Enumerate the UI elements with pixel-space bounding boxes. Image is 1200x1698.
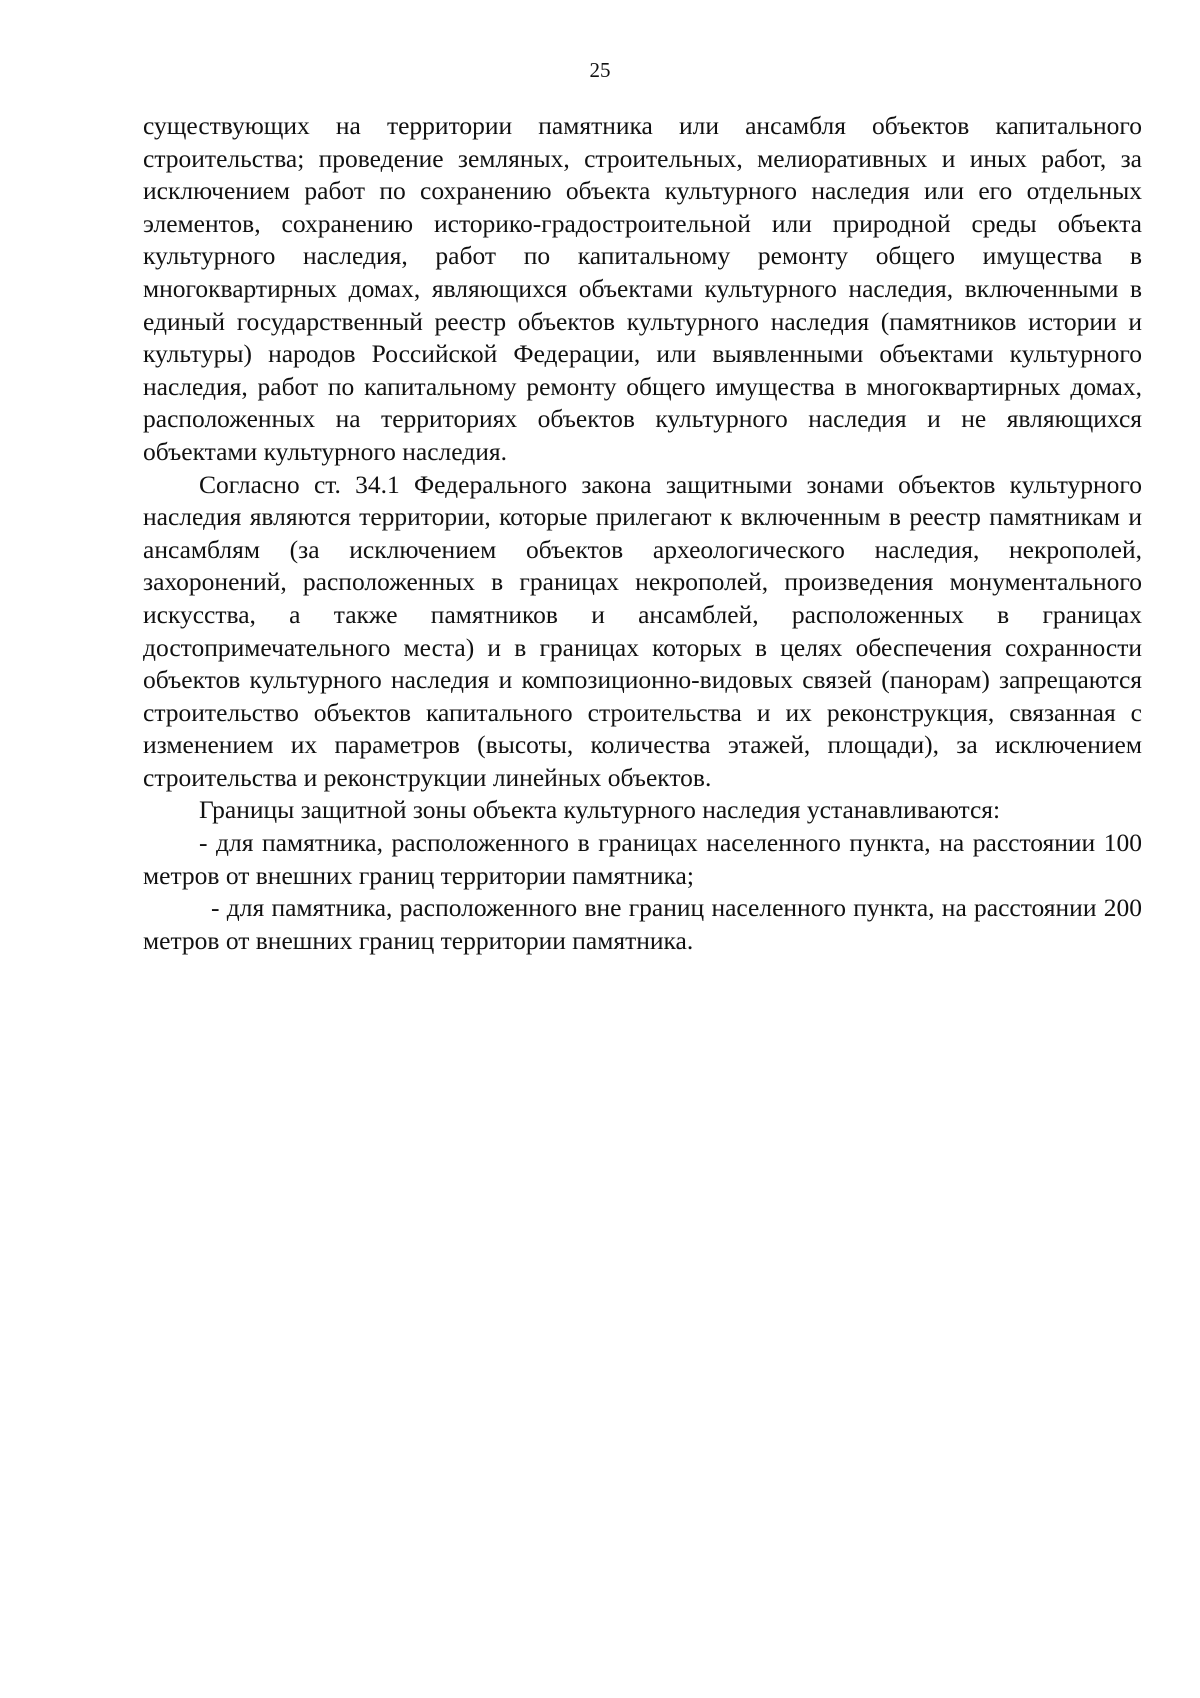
paragraph-zone-boundaries: Границы защитной зоны объекта культурного наследия устанавливаются: xyxy=(199,795,1001,825)
document-body xyxy=(143,110,1142,957)
paragraph-protective-zones: Согласно ст. 34.1 Федерального закона защитными зонами объектов культурного наследия являются территории, которые прилегают к включенным в реестр памятникам и ансамблям (за исключением объектов археологического наследия, некрополей, захоронений, расположенных в границах некрополей, произведения монументального искусства, а также памятников и ансамблей, расположенных в границах достопримечательного места) и в границах которых в целях обеспечения сохранности объектов культурного наследия и композиционно-видовых связей (панорам) запрещаются строительство объектов капитального строительства и их реконструкция, связанная с изменением их параметров (высоты, количества этажей, площади), за исключением строительства и реконструкции линейных объектов. xyxy=(143,469,1142,792)
paragraph-continuation: существующих на территории памятника или ансамбля объектов капитального строительства; проведение земляных, строительных, мелиоративных и иных работ, за исключением работ по сохранению объекта культурного наследия или его отдельных элементов, сохранению историко-градостроительной или природной среды объекта культурного наследия, работ по капитальному ремонту общего имущества в многоквартирных домах, являющихся объектами культурного наследия, включенными в единый государственный реестр объектов культурного наследия (памятников истории и культуры) народов Российской Федерации, или выявленными объектами культурного наследия, работ по капитальному ремонту общего имущества в многоквартирных домах, расположенных на территориях объектов культурного наследия и не являющихся объектами культурного наследия. xyxy=(143,111,1142,466)
page-number: 25 xyxy=(589,58,611,82)
list-item-outside-settlement: - для памятника, расположенного вне границ населенного пункта, на расстоянии 200 метров от внешних границ территории памятника. xyxy=(143,893,1142,955)
list-item-within-settlement: - для памятника, расположенного в границах населенного пункта, на расстоянии 100 метров от внешних границ территории памятника; xyxy=(143,828,1142,890)
